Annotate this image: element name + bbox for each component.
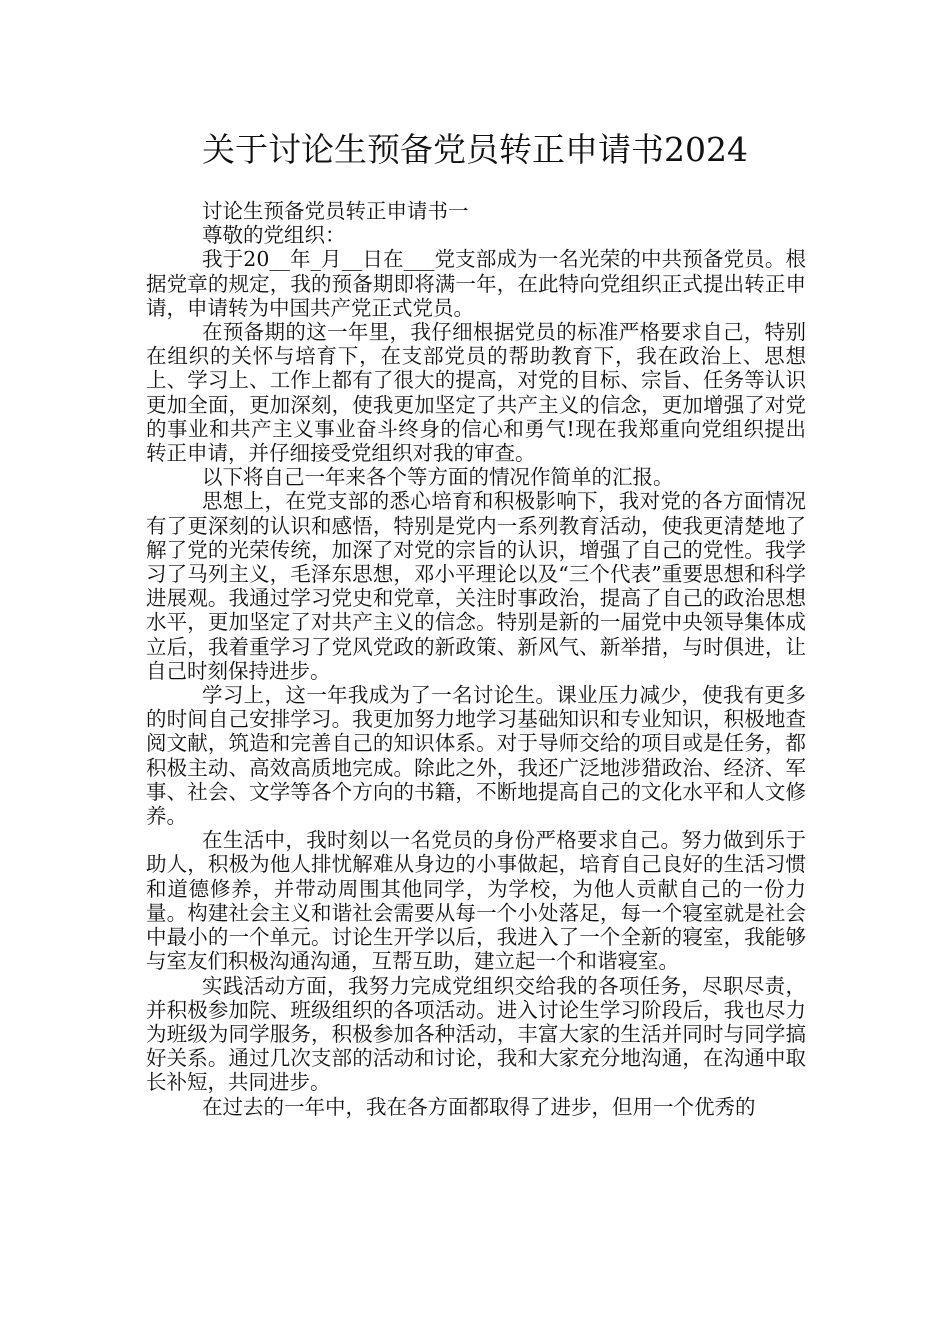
- letter-subtitle: 讨论生预备党员转正申请书一: [202, 199, 469, 223]
- paragraph-thought: 思想上，在党支部的悉心培育和积极影响下，我对党的各方面情况有了更深刻的认识和感悟，特别是党内一系列教育活动，使我更清楚地了解了党的光荣传统，加深了对党的宗旨的认识，增强了自己的党性。我学习了马列主义，毛泽东思想，邓小平理论以及“三个代表”重要思想和科学进展观。我通过学习党史和党章，关注时事政治，提高了自己的政治思想水平，更加坚定了对共产主义的信念。特别是新的一届党中央领导集体成立后，我着重学习了党风党政的新政策、新风气、新举措，与时俱进，让自己时刻保持进步。: [146, 489, 806, 683]
- salutation: 尊敬的党组织：: [202, 223, 346, 248]
- document-title: 关于讨论生预备党员转正申请书2024: [202, 130, 748, 169]
- paragraph-practice: 实践活动方面，我努力完成党组织交给我的各项任务，尽职尽责，并积极参加院、班级组织的各项活动。进入讨论生学习阶段后，我也尽力为班级为同学服务，积极参加各种活动，丰富大家的生活并同时与同学搞好关系。通过几次支部的活动和讨论，我和大家充分地沟通，在沟通中取长补短，共同进步。: [146, 973, 806, 1095]
- document-body: [146, 199, 806, 1119]
- paragraph-life: 在生活中，我时刻以一名党员的身份严格要求自己。努力做到乐于助人，积极为他人排忧解难从身边的小事做起，培育自己良好的生活习惯和道德修养，并带动周围其他同学，为学校，为他人贡献自己的一份力量。构建社会主义和谐社会需要从每一个小处落足，每一个寝室就是社会中最小的一个单元。讨论生开学以后，我进入了一个全新的寝室，我能够与室友们积极沟通沟通，互帮互助，建立起一个和谐寝室。: [146, 828, 806, 974]
- paragraph-intro: 我于20__年_月__日在___党支部成为一名光荣的中共预备党员。根据党章的规定，我的预备期即将满一年，在此特向党组织正式提出转正申请，申请转为中国共产党正式党员。: [146, 247, 806, 320]
- paragraph-report-intro: 以下将自己一年来各个等方面的情况作简单的汇报。: [202, 465, 674, 490]
- paragraph-closing: 在过去的一年中，我在各方面都取得了进步，但用一个优秀的: [202, 1094, 756, 1119]
- paragraph-study: 学习上，这一年我成为了一名讨论生。课业压力减少，使我有更多的时间自己安排学习。我更加努力地学习基础知识和专业知识，积极地查阅文献，筑造和完善自己的知识体系。对于导师交给的项目或是任务，都积极主动、高效高质地完成。除此之外，我还广泛地涉猎政治、经济、军事、社会、文学等各个方向的书籍，不断地提高自己的文化水平和人文修养。: [146, 683, 806, 829]
- paragraph-probation: 在预备期的这一年里，我仔细根据党员的标准严格要求自己，特别在组织的关怀与培育下，在支部党员的帮助教育下，我在政治上、思想上、学习上、工作上都有了很大的提高，对党的目标、宗旨、任务等认识更加全面，更加深刻，使我更加坚定了共产主义的信念，更加增强了对党的事业和共产主义事业奋斗终身的信心和勇气!现在我郑重向党组织提出转正申请，并仔细接受党组织对我的审查。: [146, 320, 806, 466]
